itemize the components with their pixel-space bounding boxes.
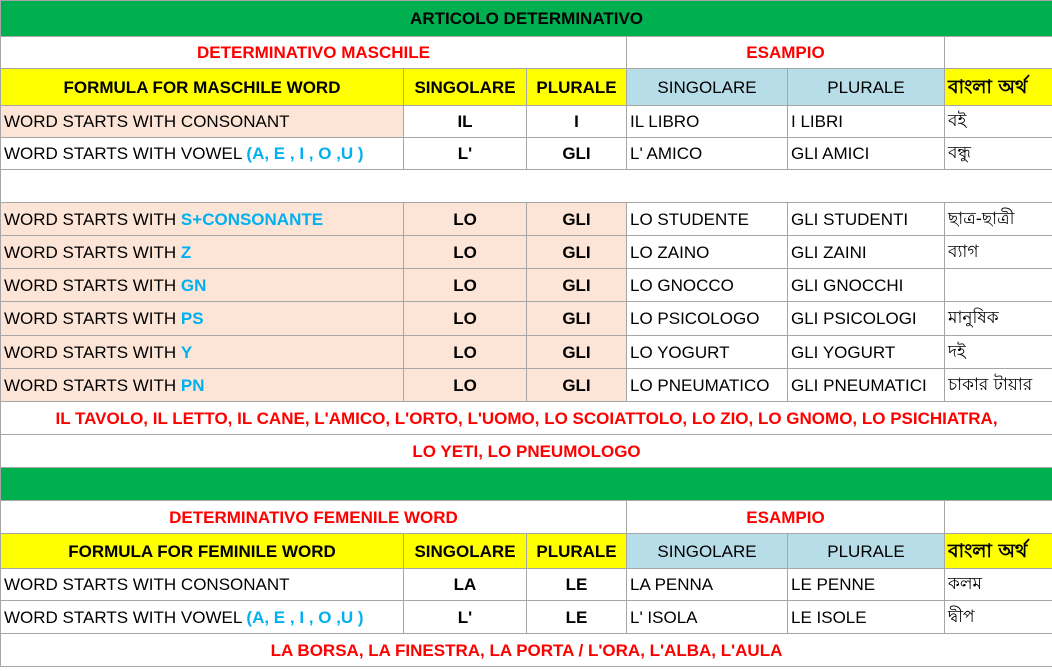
plurale-article[interactable]: GLI xyxy=(527,269,627,302)
femminile-column-header-row xyxy=(1,534,1052,569)
empty-cell[interactable] xyxy=(945,501,1052,534)
singolare-article[interactable]: LO xyxy=(404,269,527,302)
femminile-heading-row xyxy=(1,501,1052,534)
rule-cell[interactable] xyxy=(1,302,404,336)
plurale-article[interactable]: GLI xyxy=(527,138,627,170)
singolare-article[interactable]: LO xyxy=(404,203,527,236)
example-plurale[interactable]: GLI AMICI xyxy=(788,138,945,170)
rule-cell[interactable] xyxy=(1,138,404,170)
singolare-article[interactable]: L' xyxy=(404,601,527,634)
rule-cell[interactable] xyxy=(1,369,404,402)
rule-highlight: S+CONSONANTE xyxy=(180,209,324,229)
rule-cell[interactable] xyxy=(1,601,404,634)
femminile-singolare-header[interactable]: SINGOLARE xyxy=(404,534,527,569)
rule-prefix: WORD STARTS WITH xyxy=(4,242,181,262)
bangla-meaning[interactable]: দ্বীপ xyxy=(945,601,1052,634)
rule-highlight: PN xyxy=(180,375,205,395)
sheet-title[interactable]: ARTICOLO DETERMINATIVO xyxy=(1,1,1052,37)
maschile-examples-row-1 xyxy=(1,402,1052,435)
femminile-examples-line[interactable]: LA BORSA, LA FINESTRA, LA PORTA / L'ORA, L'ALBA, L'AULA xyxy=(1,634,1052,667)
example-singolare[interactable]: LO STUDENTE xyxy=(627,203,788,236)
example-singolare[interactable]: L' ISOLA xyxy=(627,601,788,634)
rule-cell[interactable] xyxy=(1,269,404,302)
example-singolare[interactable]: LO GNOCCO xyxy=(627,269,788,302)
table-row xyxy=(1,369,1052,402)
maschile-bangla-header[interactable]: বাংলা অর্থ xyxy=(945,69,1052,106)
title-row xyxy=(1,1,1052,37)
divider-row xyxy=(1,468,1052,501)
example-singolare[interactable]: LO YOGURT xyxy=(627,336,788,369)
maschile-example-plurale-header[interactable]: PLURALE xyxy=(788,69,945,106)
singolare-article[interactable]: LO xyxy=(404,236,527,269)
rule-highlight: PS xyxy=(180,309,204,328)
plurale-article[interactable]: GLI xyxy=(527,336,627,369)
maschile-heading[interactable]: DETERMINATIVO MASCHILE xyxy=(1,37,627,69)
maschile-example-singolare-header[interactable]: SINGOLARE xyxy=(627,69,788,106)
green-divider[interactable] xyxy=(1,468,1052,501)
maschile-examples-line-2[interactable]: LO YETI, LO PNEUMOLOGO xyxy=(1,435,1052,468)
example-plurale[interactable]: LE PENNE xyxy=(788,569,945,601)
plurale-article[interactable]: GLI xyxy=(527,203,627,236)
table-row xyxy=(1,269,1052,302)
rule-highlight: GN xyxy=(180,275,207,295)
rule-highlight: (A, E , I , O ,U ) xyxy=(246,607,364,627)
femminile-plurale-header[interactable]: PLURALE xyxy=(527,534,627,569)
plurale-article[interactable]: I xyxy=(527,106,627,138)
blank-cell[interactable] xyxy=(1,170,1052,203)
table-row xyxy=(1,302,1052,336)
femminile-heading[interactable]: DETERMINATIVO FEMENILE WORD xyxy=(1,501,627,534)
femminile-example-plurale-header[interactable]: PLURALE xyxy=(788,534,945,569)
table-row xyxy=(1,601,1052,634)
plurale-article[interactable]: GLI xyxy=(527,302,627,336)
rule-cell[interactable] xyxy=(1,336,404,369)
rule-highlight: Z xyxy=(180,242,192,262)
femminile-formula-header[interactable]: FORMULA FOR FEMINILE WORD xyxy=(1,534,404,569)
example-plurale[interactable]: GLI PSICOLOGI xyxy=(788,302,945,336)
femminile-bangla-header[interactable]: বাংলা অর্থ xyxy=(945,534,1052,569)
bangla-meaning[interactable]: ছাত্র-ছাত্রী xyxy=(945,203,1052,236)
plurale-article[interactable]: LE xyxy=(527,569,627,601)
example-singolare[interactable]: IL LIBRO xyxy=(627,106,788,138)
maschile-heading-row xyxy=(1,37,1052,69)
table-row xyxy=(1,336,1052,369)
rule-prefix: WORD STARTS WITH CONSONANT xyxy=(4,575,290,594)
rule-prefix: WORD STARTS WITH xyxy=(4,342,181,362)
rule-cell[interactable] xyxy=(1,236,404,269)
example-singolare[interactable]: L' AMICO xyxy=(627,138,788,170)
example-plurale[interactable]: GLI GNOCCHI xyxy=(788,269,945,302)
example-plurale[interactable]: LE ISOLE xyxy=(788,601,945,634)
table-row xyxy=(1,236,1052,269)
singolare-article[interactable]: LO xyxy=(404,369,527,402)
maschile-examples-line-1[interactable]: IL TAVOLO, IL LETTO, IL CANE, L'AMICO, L'ORTO, L'UOMO, LO SCOIATTOLO, LO ZIO, LO GNOMO, LO PSICHIATRA, xyxy=(1,402,1052,435)
singolare-article[interactable]: LO xyxy=(404,302,527,336)
bangla-meaning[interactable]: মানুষিক xyxy=(945,302,1052,336)
singolare-article[interactable]: LA xyxy=(404,569,527,601)
maschile-plurale-header[interactable]: PLURALE xyxy=(527,69,627,106)
bangla-meaning[interactable]: ব্যাগ xyxy=(945,236,1052,269)
bangla-meaning[interactable]: চাকার টায়ার xyxy=(945,369,1052,402)
rule-prefix: WORD STARTS WITH xyxy=(4,375,181,395)
rule-prefix: WORD STARTS WITH xyxy=(4,209,181,229)
singolare-article[interactable]: LO xyxy=(404,336,527,369)
example-singolare[interactable]: LO PSICOLOGO xyxy=(627,302,788,336)
rule-cell[interactable] xyxy=(1,569,404,601)
blank-row xyxy=(1,170,1052,203)
table-row xyxy=(1,138,1052,170)
example-plurale[interactable]: GLI ZAINI xyxy=(788,236,945,269)
rule-prefix: WORD STARTS WITH CONSONANT xyxy=(4,112,290,131)
maschile-esampio-heading[interactable]: ESAMPIO xyxy=(627,37,945,69)
singolare-article[interactable]: IL xyxy=(404,106,527,138)
table-row xyxy=(1,203,1052,236)
bangla-meaning[interactable]: বন্ধু xyxy=(945,138,1052,170)
example-plurale[interactable]: GLI YOGURT xyxy=(788,336,945,369)
table-row xyxy=(1,569,1052,601)
plurale-article[interactable]: GLI xyxy=(527,236,627,269)
table-row xyxy=(1,106,1052,138)
example-plurale[interactable]: GLI STUDENTI xyxy=(788,203,945,236)
rule-cell[interactable] xyxy=(1,106,404,138)
maschile-singolare-header[interactable]: SINGOLARE xyxy=(404,69,527,106)
maschile-examples-row-2 xyxy=(1,435,1052,468)
bangla-meaning[interactable]: বই xyxy=(945,106,1052,138)
example-plurale[interactable]: GLI PNEUMATICI xyxy=(788,369,945,402)
femminile-esampio-heading[interactable]: ESAMPIO xyxy=(627,501,945,534)
rule-prefix: WORD STARTS WITH xyxy=(4,275,181,295)
example-singolare[interactable]: LA PENNA xyxy=(627,569,788,601)
plurale-article[interactable]: GLI xyxy=(527,369,627,402)
femminile-example-singolare-header[interactable]: SINGOLARE xyxy=(627,534,788,569)
empty-cell[interactable] xyxy=(945,37,1052,69)
rule-cell[interactable] xyxy=(1,203,404,236)
maschile-column-header-row xyxy=(1,69,1052,106)
example-singolare[interactable]: LO PNEUMATICO xyxy=(627,369,788,402)
rule-prefix: WORD STARTS WITH VOWEL xyxy=(4,607,247,627)
example-plurale[interactable]: I LIBRI xyxy=(788,106,945,138)
rule-prefix: WORD STARTS WITH xyxy=(4,309,181,328)
rule-highlight: (A, E , I , O ,U ) xyxy=(246,144,364,163)
bangla-meaning[interactable]: দই xyxy=(945,336,1052,369)
maschile-formula-header[interactable]: FORMULA FOR MASCHILE WORD xyxy=(1,69,404,106)
femminile-examples-row xyxy=(1,634,1052,667)
example-singolare[interactable]: LO ZAINO xyxy=(627,236,788,269)
rule-prefix: WORD STARTS WITH VOWEL xyxy=(4,144,247,163)
singolare-article[interactable]: L' xyxy=(404,138,527,170)
bangla-meaning[interactable] xyxy=(945,269,1052,302)
plurale-article[interactable]: LE xyxy=(527,601,627,634)
rule-highlight: Y xyxy=(180,342,193,362)
bangla-meaning[interactable]: কলম xyxy=(945,569,1052,601)
